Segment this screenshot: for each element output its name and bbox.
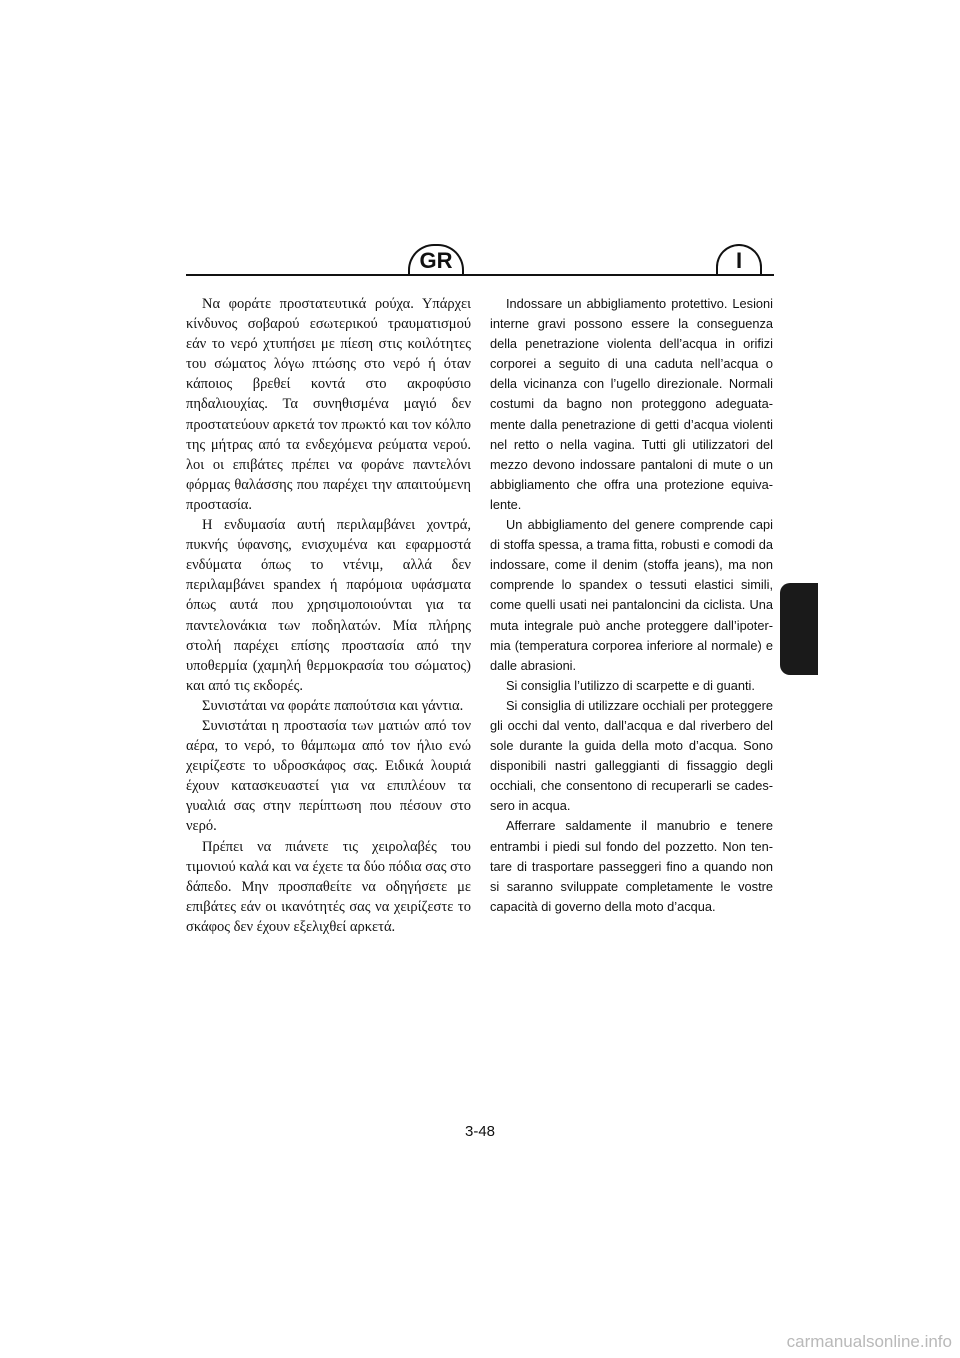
italian-paragraph-5: Afferrare saldamente il manubrio e tenere entrambi i piedi sul fondo del pozzetto. Non ten-tare di trasportare passeggeri fino a quando non si saranno sviluppate completamente le vostre capacità di governo della moto d’acqua. xyxy=(490,818,773,914)
greek-paragraph-1: Να φοράτε προστατευτικά ρούχα. Υπάρχει κίνδυνος σοβαρού εσωτερικού τραυματισμού εάν το νερό χτυπήσει με πίεση στις κοιλότητες του σώματος λόγω πτώσης στο νερό ή όταν κάποιος βρεθεί κοντά στο ακροφύσιο πηδαλιουχίας. Τα συνηθισμένα μαγιό δεν προστατεύουν αρκετά τον πρωκτό και τον κόλπο της μήτρας από τα ενδεχόμενα ρεύματα νερού. λοι οι επιβάτες πρέπει να φοράνε παντελόνι φόρμας θαλάσσης που παρέχει την απαιτούμενη προστασία. xyxy=(186,296,471,513)
greek-language-tab: GR xyxy=(408,244,464,274)
section-thumb-tab xyxy=(780,583,818,675)
italian-paragraph-3: Si consiglia l’utilizzo di scarpette e di guanti. xyxy=(506,677,755,693)
greek-column xyxy=(186,294,471,937)
italian-paragraph-1: Indossare un abbigliamento protettivo. Lesioni interne gravi possono essere la conseguenza della penetrazione violenta dell’acqua in orifizi corporei a seguito di una caduta nell’acqua o della vicinanza con l’ugello direzionale. Normali costumi da bagno non proteggono adeguata-mente dalla penetrazione di getti d’acqua violenti nel retto o nella vagina. Tutti gli utilizzatori del mezzo devono indossare pantaloni di mute o un abbigliamento che offra una protezione equiva-lente. xyxy=(490,296,773,512)
italian-language-tab: I xyxy=(716,244,762,274)
greek-paragraph-3: Συνιστάται να φοράτε παπούτσια και γάντια. xyxy=(202,697,464,714)
italian-paragraph-4: Si consiglia di utilizzare occhiali per proteggere gli occhi dal vento, dall’acqua e dal riverbero del sole durante la guida della moto d’acqua. Sono disponibili nastri galleggianti di fissaggio degli occhiali, che consentono di recuperarli se cades-sero in acqua. xyxy=(490,697,773,814)
page-header xyxy=(186,244,774,278)
greek-paragraph-5: Πρέπει να πιάνετε τις χειρολαβές του τιμονιού καλά και να έχετε τα δύο πόδια σας στο δάπεδο. Μην προσπαθείτε να οδηγήσετε με επιβάτες εάν οι ικανότητές σας να χειρίζεστε το σκάφος δεν έχουν εξελιχθεί αρκετά. xyxy=(186,838,471,935)
greek-paragraph-4: Συνιστάται η προστασία των ματιών από τον αέρα, το νερό, το θάμπωμα από τον ήλιο ενώ χειρίζεστε το υδροσκάφος σας. Ειδικά λουριά έχουν κατασκευαστεί για να επιπλέουν τα γυαλιά σας στην περίπτωση που πέσουν στο νερό. xyxy=(186,717,471,835)
watermark: carmanualsonline.info xyxy=(786,1332,952,1351)
page-number: 3-48 xyxy=(464,1123,496,1140)
italian-column xyxy=(490,294,773,917)
greek-paragraph-2: Η ενδυμασία αυτή περιλαμβάνει χοντρά, πυκνής ύφανσης, ενισχυμένα και εφαρμοστά ενδύματα όπως το ντένιμ, αλλά δεν περιλαμβάνει spandex ή παρόμοια υφάσματα όπως αυτά που χρησιμοποιούνται για τα παντελονάκια των ποδηλατών. Μία πλήρης στολή παρέχει επίσης προστασία από την υποθερμία (χαμηλή θερμοκρασία του σώματος) και από τις εκδορές. xyxy=(186,517,471,694)
header-rule xyxy=(186,274,774,276)
italian-paragraph-2: Un abbigliamento del genere comprende capi di stoffa spessa, a trama fitta, robusti e comodi da indossare, come il denim (stoffa jeans), ma non comprende lo spandex o tessuti elastici simili, come quelli usati nei pantaloncini da ciclista. Una muta integrale può anche proteggere dall’ipoter-mia (temperatura corporea inferiore al normale) e dalle abrasioni. xyxy=(490,517,773,673)
